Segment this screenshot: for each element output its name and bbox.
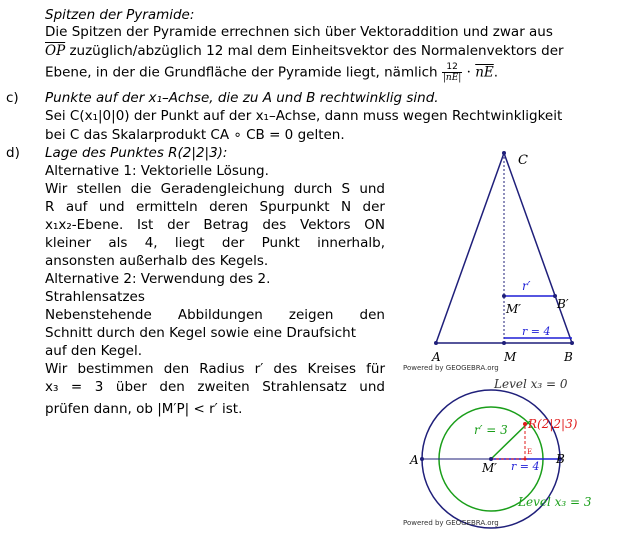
label-c: C — [518, 153, 528, 168]
alt2-line: prüfen dann, ob |M′P| < r′ ist. — [45, 401, 243, 417]
point-a — [434, 341, 438, 345]
alt1-line: ansonsten außerhalb des Kegels. — [45, 253, 269, 269]
section-b-line1 — [45, 23, 553, 41]
label-a: A — [432, 350, 441, 364]
section-b-heading: Spitzen der Pyramide: — [45, 7, 195, 23]
cone-top-view-figure — [398, 372, 616, 530]
geogebra-credit-2: Powered by GEOGEBRA.org — [403, 519, 499, 527]
section-d-heading: Lage des Punktes R(2|2|3): — [45, 145, 228, 161]
label-m-prime-top: M′ — [482, 461, 498, 475]
alt2-subtitle: Strahlensatzes — [45, 289, 145, 305]
section-b-line3: Ebene, in der die Grundfläche der Pyramide liegt, nämlich $\frac{12}{|nE|}$ · $\overline{nE}$. — [45, 62, 499, 83]
label-m: M — [504, 350, 517, 364]
alt1-line: x₁x₂-Ebene. Ist der Betrag des Vektors ON — [45, 217, 385, 233]
alt1-line: kleiner als 4, liegt der Punkt innerhalb, — [45, 235, 385, 251]
label-b: B — [564, 350, 573, 364]
label-r-prime: r′ — [522, 279, 531, 293]
label-b-top: B — [556, 452, 565, 466]
vector-ne: $\overline{nE}$ — [475, 64, 494, 81]
geogebra-credit-1: Powered by GEOGEBRA.org — [403, 364, 499, 372]
point-b — [570, 341, 574, 345]
label-b-prime: B′ — [557, 297, 569, 311]
vector-op: $\overline{OP}$ — [45, 43, 66, 59]
fraction-12-over-ne — [442, 62, 462, 83]
label-level-0: Level x₃ = 0 — [494, 377, 568, 391]
alt1-title: Alternative 1: Vektorielle Lösung. — [45, 163, 269, 179]
point-c — [502, 151, 506, 155]
label-r-prime-3: r′ = 3 — [474, 423, 508, 437]
section-b-line2 — [45, 42, 564, 60]
alt2-line: auf den Kegel. — [45, 343, 142, 359]
label-r-point: R(2|2|3) — [528, 417, 578, 431]
point-m-prime — [502, 294, 506, 298]
cone-section-figure — [400, 148, 615, 373]
alt2-line: Wir bestimmen den Radius r′ des Kreises für — [45, 361, 385, 377]
section-c-line2: bei C das Skalarprodukt CA ∘ CB = 0 gelten. — [45, 127, 345, 143]
alt2-line: Nebenstehende Abbildungen zeigen den — [45, 307, 385, 323]
label-level-3: Level x₃ = 3 — [518, 495, 592, 509]
section-b-line3-text: Ebene, in der die Grundfläche der Pyramide liegt, nämlich — [45, 64, 438, 81]
point-r — [523, 422, 527, 426]
fraction-denominator: |nE| — [442, 73, 462, 83]
label-r4-top: r = 4 — [511, 460, 540, 473]
alt2-title: Alternative 2: Verwendung des 2. — [45, 271, 271, 287]
alt1-line: R auf und ermitteln deren Spurpunkt N der — [45, 199, 385, 215]
section-d-label: d) — [6, 145, 20, 161]
label-m-prime: M′ — [506, 302, 522, 316]
point-m — [502, 341, 506, 345]
section-b-line1-text: Die Spitzen der Pyramide errechnen sich über Vektoraddition und zwar aus — [45, 24, 553, 40]
alt2-line: x₃ = 3 über den zweiten Strahlensatz und — [45, 379, 385, 395]
point-a-top — [420, 457, 424, 461]
section-b-line2-text: zuzüglich/abzüglich 12 mal dem Einheitsvektor des Normalenvektors der — [65, 43, 564, 59]
section-c-heading: Punkte auf der x₁–Achse, die zu A und B rechtwinklig sind. — [45, 90, 439, 106]
alt1-line: Wir stellen die Geradengleichung durch S und — [45, 181, 385, 197]
alt2-line: Schnitt durch den Kegel sowie eine Draufsicht — [45, 325, 356, 341]
label-a-top: A — [410, 453, 419, 467]
fraction-numerator: 12 — [442, 62, 462, 73]
section-c-label: c) — [6, 90, 19, 106]
label-e: E — [527, 448, 533, 456]
section-c-line1: Sei C(x₁|0|0) der Punkt auf der x₁–Achse, dann muss wegen Rechtwinkligkeit — [45, 108, 563, 124]
edge-ac — [436, 153, 504, 343]
label-r4: r = 4 — [522, 325, 551, 338]
